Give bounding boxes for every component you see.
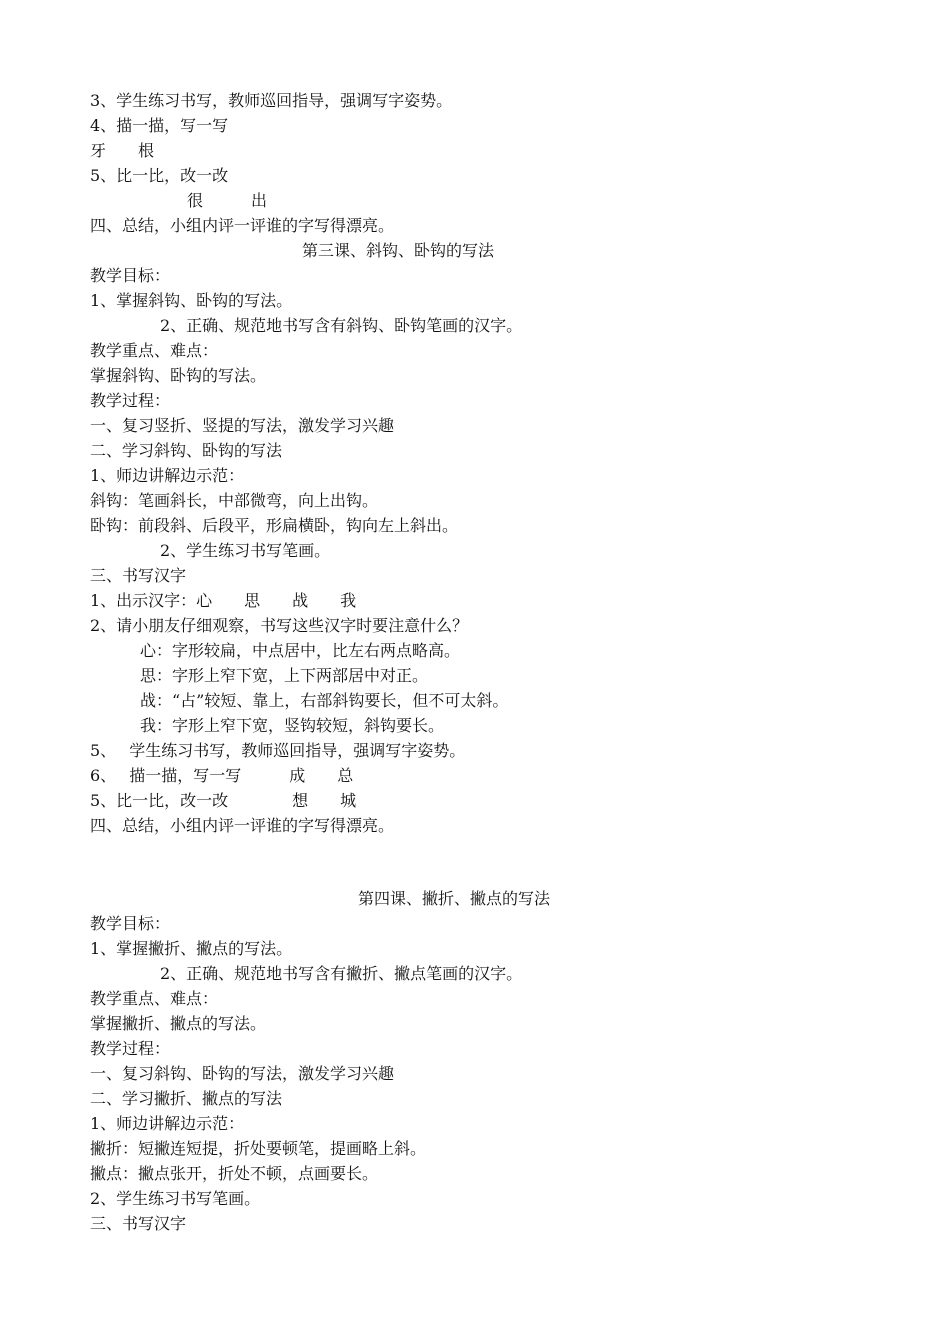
text-line: 二、学习斜钩、卧钩的写法 (90, 441, 283, 460)
text-line: 教学目标： (90, 914, 171, 933)
text-line: 5、比一比，改一改 想 城 (90, 791, 357, 810)
text-line: 思：字形上窄下宽，上下两部居中对正。 (140, 666, 429, 685)
text-line: 心：字形较扁，中点居中，比左右两点略高。 (140, 641, 461, 660)
text-line: 战：“占”较短、靠上，右部斜钩要长，但不可太斜。 (140, 691, 509, 710)
text-line: 教学重点、难点： (90, 989, 219, 1008)
text-line: 撇点：撇点张开，折处不顿，点画要长。 (90, 1164, 379, 1183)
text-line: 1、师边讲解边示范： (90, 1114, 245, 1133)
text-line: 2、正确、规范地书写含有斜钩、卧钩笔画的汉字。 (160, 316, 523, 335)
text-line: 一、复习竖折、竖提的写法，激发学习兴趣 (90, 416, 395, 435)
lesson-title: 第四课、撇折、撇点的写法 (358, 889, 551, 908)
text-line: 1、师边讲解边示范： (90, 466, 245, 485)
text-line: 2、学生练习书写笔画。 (90, 1189, 261, 1208)
text-line: 牙 根 (90, 141, 155, 160)
text-line: 教学目标： (90, 266, 171, 285)
text-line: 斜钩：笔画斜长，中部微弯，向上出钩。 (90, 491, 379, 510)
text-line: 2、学生练习书写笔画。 (160, 541, 331, 560)
text-line: 我：字形上窄下宽，竖钩较短，斜钩要长。 (140, 716, 445, 735)
text-line: 一、复习斜钩、卧钩的写法，激发学习兴趣 (90, 1064, 395, 1083)
text-line: 5、 学生练习书写，教师巡回指导，强调写字姿势。 (90, 741, 466, 760)
text-line: 1、掌握撇折、撇点的写法。 (90, 939, 293, 958)
text-line: 掌握撇折、撇点的写法。 (90, 1014, 267, 1033)
text-line: 教学过程： (90, 1039, 171, 1058)
text-line: 卧钩：前段斜、后段平，形扁横卧，钩向左上斜出。 (90, 516, 459, 535)
text-line: 教学重点、难点： (90, 341, 219, 360)
text-line: 教学过程： (90, 391, 171, 410)
text-line: 二、学习撇折、撇点的写法 (90, 1089, 283, 1108)
text-line: 5、比一比，改一改 (90, 166, 229, 185)
text-line: 1、出示汉字：心 思 战 我 (90, 591, 357, 610)
text-line: 掌握斜钩、卧钩的写法。 (90, 366, 267, 385)
text-line: 4、描一描，写一写 (90, 116, 229, 135)
text-line: 四、总结，小组内评一评谁的字写得漂亮。 (90, 216, 395, 235)
text-line: 撇折：短撇连短提，折处要顿笔，提画略上斜。 (90, 1139, 427, 1158)
text-line: 6、 描一描，写一写 成 总 (90, 766, 354, 785)
text-line: 三、书写汉字 (90, 1214, 187, 1233)
text-line: 3、学生练习书写，教师巡回指导，强调写字姿势。 (90, 91, 453, 110)
text-line: 很 出 (187, 191, 268, 210)
text-line: 2、请小朋友仔细观察，书写这些汉字时要注意什么？ (90, 616, 469, 635)
text-line: 三、书写汉字 (90, 566, 187, 585)
text-line: 1、掌握斜钩、卧钩的写法。 (90, 291, 293, 310)
text-line: 2、正确、规范地书写含有撇折、撇点笔画的汉字。 (160, 964, 523, 983)
lesson-title: 第三课、斜钩、卧钩的写法 (302, 241, 495, 260)
text-line: 四、总结，小组内评一评谁的字写得漂亮。 (90, 816, 395, 835)
